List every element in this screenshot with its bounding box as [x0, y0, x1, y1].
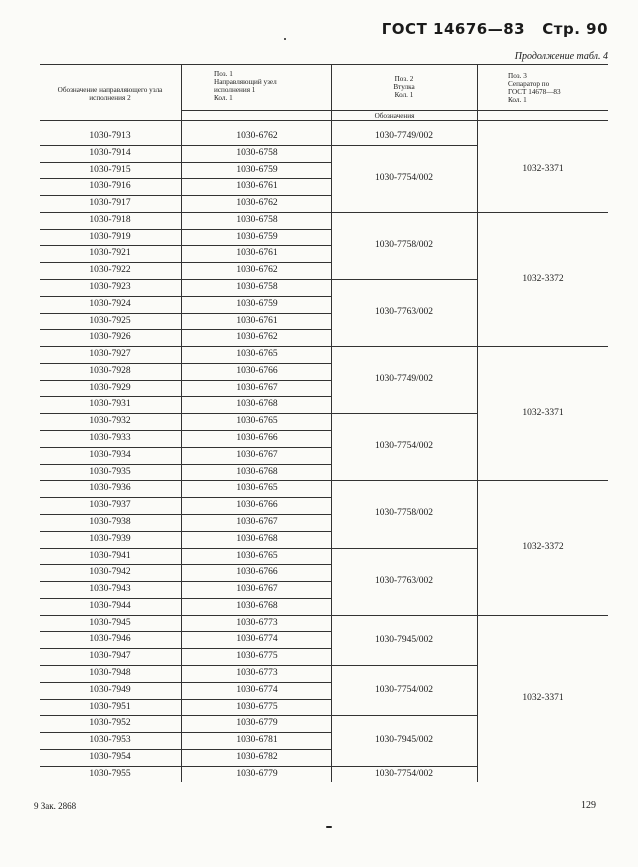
row-designation: 1030-7932	[89, 416, 131, 427]
row-designation: 1030-7942	[89, 567, 131, 578]
column-header-2	[214, 70, 277, 102]
bushing-designation: 1030-7945/002	[374, 735, 434, 746]
row-designation: 1030-7926	[89, 332, 131, 343]
bushing-designation: 1030-7758/002	[374, 508, 434, 519]
row-designation: 1030-7924	[89, 298, 131, 309]
bushing-designation: 1030-7945/002	[374, 634, 434, 645]
row-guide-unit: 1030-6766	[236, 500, 278, 511]
row-guide-unit: 1030-6782	[236, 751, 278, 762]
row-guide-unit: 1030-6773	[236, 617, 278, 628]
row-guide-unit: 1030-6759	[236, 298, 278, 309]
row-guide-unit: 1030-6765	[236, 349, 278, 360]
bushing-designation: 1030-7763/002	[374, 307, 434, 318]
row-guide-unit: 1030-6768	[236, 600, 278, 611]
column-header-4	[508, 72, 561, 104]
row-designation: 1030-7934	[89, 449, 131, 460]
row-guide-unit: 1030-6765	[236, 416, 278, 427]
bushing-designation: 1030-7754/002	[374, 684, 434, 695]
row-guide-unit: 1030-6761	[236, 181, 278, 192]
group-header: Обозначения	[374, 112, 415, 120]
row-designation: 1030-7939	[89, 533, 131, 544]
row-guide-unit: 1030-6762	[236, 131, 278, 141]
row-designation: 1030-7922	[89, 265, 131, 276]
separator-designation: 1032-3371	[522, 692, 564, 703]
row-guide-unit: 1030-6759	[236, 164, 278, 175]
column-header-2-line: Направляющий узел	[214, 78, 277, 86]
row-guide-unit: 1030-6762	[236, 332, 278, 343]
bushing-designation: 1030-7754/002	[374, 172, 434, 183]
row-designation: 1030-7927	[89, 349, 131, 360]
row-designation: 1030-7943	[89, 584, 131, 595]
row-designation: 1030-7916	[89, 181, 131, 192]
row-designation: 1030-7948	[89, 667, 131, 678]
row-designation: 1030-7944	[89, 600, 131, 611]
row-designation: 1030-7946	[89, 634, 131, 645]
column-header-3-line: Поз. 2	[394, 75, 414, 83]
bushing-designation: 1030-7749/002	[374, 131, 434, 141]
row-designation: 1030-7951	[89, 701, 131, 712]
row-guide-unit: 1030-6766	[236, 365, 278, 376]
row-designation: 1030-7937	[89, 500, 131, 511]
column-header-3-line: Кол. 1	[394, 91, 414, 99]
row-designation: 1030-7936	[89, 483, 131, 494]
row-guide-unit: 1030-6768	[236, 466, 278, 477]
header-bottom-rule	[40, 120, 608, 121]
column-header-4-line: Кол. 1	[508, 96, 527, 104]
row-designation: 1030-7919	[89, 231, 131, 242]
row-guide-unit: 1030-6761	[236, 248, 278, 259]
row-designation: 1030-7955	[89, 768, 131, 779]
separator-designation: 1032-3372	[522, 273, 564, 284]
row-designation: 1030-7938	[89, 516, 131, 527]
row-designation: 1030-7921	[89, 248, 131, 259]
row-designation: 1030-7925	[89, 315, 131, 326]
row-designation: 1030-7949	[89, 684, 131, 695]
separator-designation: 1032-3372	[522, 542, 564, 553]
row-guide-unit: 1030-6758	[236, 147, 278, 158]
bushing-designation: 1030-7754/002	[374, 768, 434, 779]
row-designation: 1030-7929	[89, 382, 131, 393]
row-guide-unit: 1030-6779	[236, 718, 278, 729]
continuation-label: Продолжение табл. 4	[514, 51, 608, 62]
row-guide-unit: 1030-6758	[236, 214, 278, 225]
row-designation: 1030-7928	[89, 365, 131, 376]
row-designation: 1030-7933	[89, 433, 131, 444]
row-guide-unit: 1030-6761	[236, 315, 278, 326]
bushing-designation: 1030-7758/002	[374, 239, 434, 250]
row-guide-unit: 1030-6768	[236, 399, 278, 410]
row-guide-unit: 1030-6767	[236, 584, 278, 595]
bushing-designation: 1030-7763/002	[374, 575, 434, 586]
row-guide-unit: 1030-6781	[236, 735, 278, 746]
column-header-2-line: Кол. 1	[214, 94, 233, 102]
row-guide-unit: 1030-6773	[236, 667, 278, 678]
row-designation: 1030-7915	[89, 164, 131, 175]
row-guide-unit: 1030-6767	[236, 516, 278, 527]
row-designation: 1030-7947	[89, 651, 131, 662]
row-guide-unit: 1030-6766	[236, 433, 278, 444]
row-guide-unit: 1030-6779	[236, 768, 278, 779]
row-guide-unit: 1030-6774	[236, 684, 278, 695]
scan-speck	[326, 826, 332, 828]
column-header-4-line: Сепаратор по	[508, 80, 550, 88]
row-guide-unit: 1030-6765	[236, 483, 278, 494]
group-header-rule	[181, 110, 608, 111]
column-header-2-line: Поз. 1	[214, 70, 233, 78]
separator-designation: 1032-3371	[522, 164, 564, 174]
column-header-4-line: Поз. 3	[508, 72, 527, 80]
footer-page-number: 129	[581, 800, 596, 811]
table-top-rule	[40, 64, 608, 65]
row-designation: 1030-7953	[89, 735, 131, 746]
row-designation: 1030-7945	[89, 617, 131, 628]
column-line-1	[181, 64, 182, 782]
standard-number: ГОСТ 14676—83	[381, 20, 526, 38]
row-guide-unit: 1030-6767	[236, 449, 278, 460]
row-designation: 1030-7941	[89, 550, 131, 561]
row-designation: 1030-7954	[89, 751, 131, 762]
column-header-1: Обозначение направляющего узла исполнения 2	[57, 86, 163, 102]
row-designation: 1030-7952	[89, 718, 131, 729]
row-guide-unit: 1030-6765	[236, 550, 278, 561]
row-designation: 1030-7923	[89, 282, 131, 293]
bushing-designation: 1030-7749/002	[374, 374, 434, 385]
column-header-2-line: исполнения 1	[214, 86, 256, 94]
row-designation: 1030-7914	[89, 147, 131, 158]
row-designation: 1030-7931	[89, 399, 131, 410]
row-designation: 1030-7913	[89, 131, 131, 141]
page-number: Стр. 90	[542, 20, 608, 38]
row-guide-unit: 1030-6775	[236, 701, 278, 712]
row-guide-unit: 1030-6766	[236, 567, 278, 578]
row-designation: 1030-7935	[89, 466, 131, 477]
row-guide-unit: 1030-6759	[236, 231, 278, 242]
page-header	[382, 20, 608, 38]
row-guide-unit: 1030-6762	[236, 265, 278, 276]
footer-order: 9 Зак. 2868	[34, 801, 77, 811]
row-guide-unit: 1030-6768	[236, 533, 278, 544]
row-designation: 1030-7917	[89, 198, 131, 209]
row-guide-unit: 1030-6767	[236, 382, 278, 393]
row-guide-unit: 1030-6774	[236, 634, 278, 645]
column-header-3-line: Втулка	[393, 83, 415, 91]
separator-designation: 1032-3371	[522, 408, 564, 419]
bushing-designation: 1030-7754/002	[374, 441, 434, 452]
row-guide-unit: 1030-6775	[236, 651, 278, 662]
row-designation: 1030-7918	[89, 214, 131, 225]
scan-speck	[284, 38, 286, 40]
column-header-3	[332, 75, 476, 99]
row-guide-unit: 1030-6762	[236, 198, 278, 209]
column-header-4-line: ГОСТ 14678—83	[508, 88, 561, 96]
row-guide-unit: 1030-6758	[236, 282, 278, 293]
